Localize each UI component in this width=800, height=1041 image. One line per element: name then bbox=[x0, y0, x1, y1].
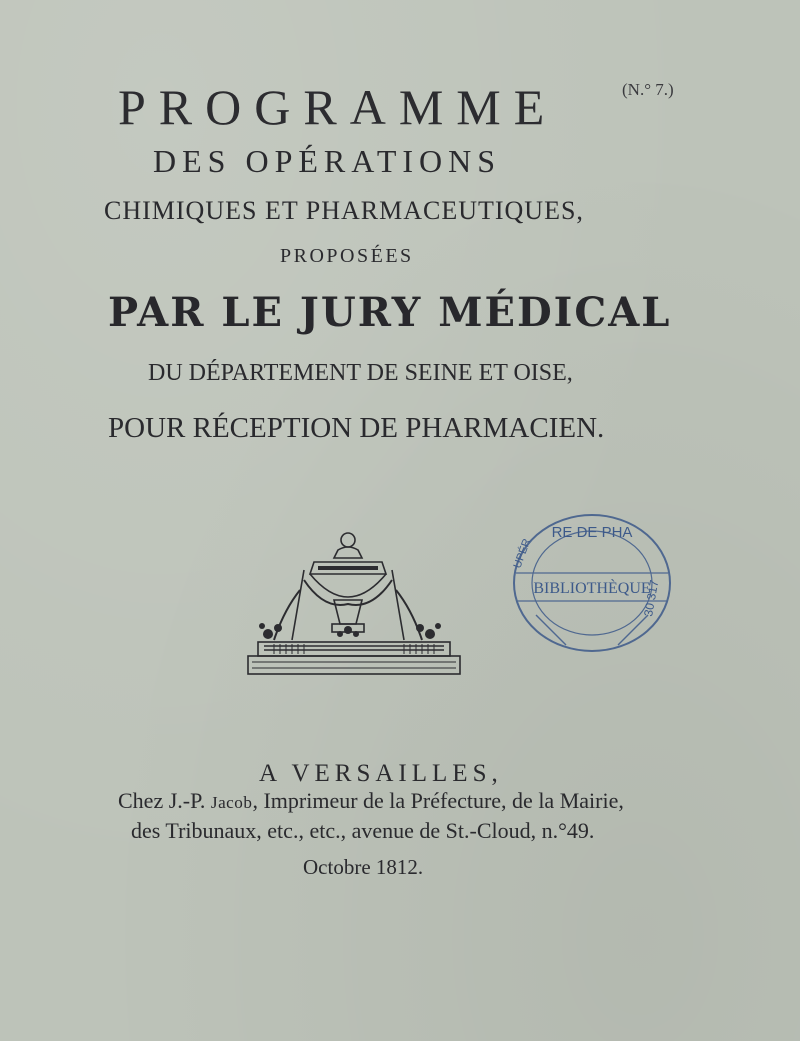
title-proposees: PROPOSÉES bbox=[280, 245, 414, 267]
imprint-prefix: Chez J.-P. bbox=[118, 788, 211, 813]
title-jury-medical: PAR LE JURY MÉDICAL bbox=[108, 289, 672, 336]
title-programme: PROGRAMME bbox=[118, 79, 558, 135]
programme-number: (N.° 7.) bbox=[622, 80, 674, 99]
stamp-right-text: 30 317 bbox=[641, 578, 662, 618]
urn-vignette-icon bbox=[244, 530, 464, 680]
title-chimiques: CHIMIQUES ET PHARMACEUTIQUES, bbox=[104, 196, 584, 225]
library-stamp-icon bbox=[506, 505, 678, 665]
imprint-city: A VERSAILLES, bbox=[259, 760, 503, 787]
stamp-left-text: UPÉR bbox=[511, 537, 534, 571]
title-operations: DES OPÉRATIONS bbox=[153, 143, 502, 179]
title-departement: DU DÉPARTEMENT DE SEINE ET OISE, bbox=[148, 360, 573, 386]
title-reception: POUR RÉCEPTION DE PHARMACIEN. bbox=[108, 412, 605, 444]
stamp-center-text: BIBLIOTHÈQUE bbox=[533, 580, 651, 597]
stamp-top-text: RE DE PHA bbox=[551, 524, 633, 541]
imprint-address-line: des Tribunaux, etc., etc., avenue de St.-Cloud, n.°49. bbox=[131, 818, 595, 843]
imprint-printer-line bbox=[118, 788, 624, 814]
imprint-suffix: , Imprimeur de la Préfecture, de la Mairie, bbox=[252, 788, 624, 813]
imprint-date: Octobre 1812. bbox=[303, 855, 424, 879]
imprint-printer-name: Jacob bbox=[210, 793, 253, 812]
